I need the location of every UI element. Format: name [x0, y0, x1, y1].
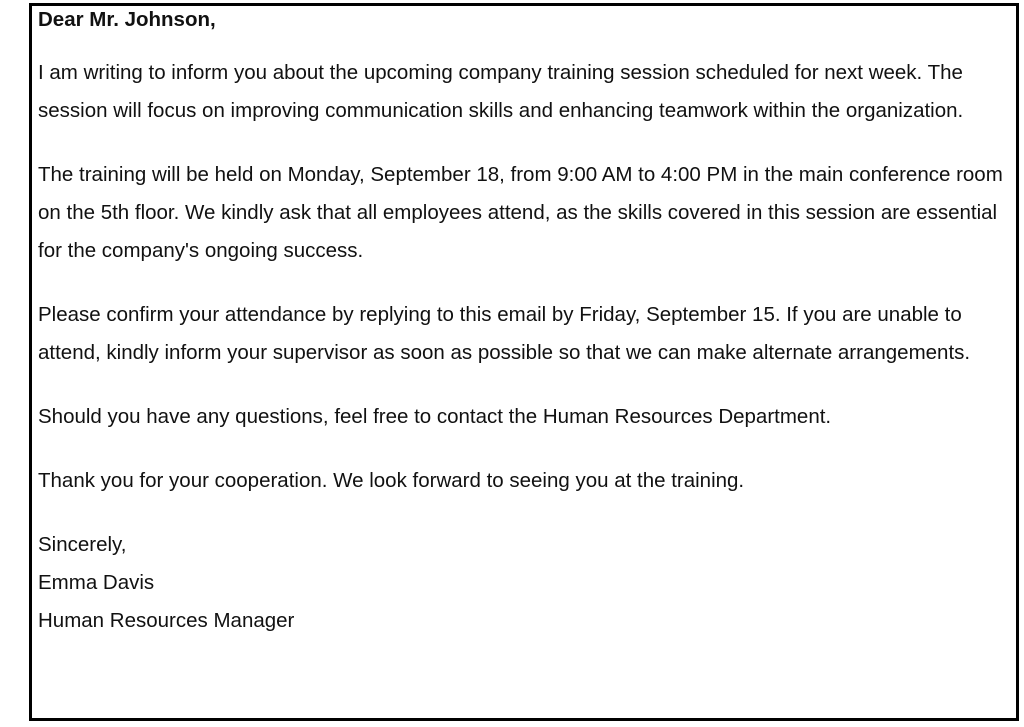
paragraph-thanks: Thank you for your cooperation. We look forward to seeing you at the training.	[38, 469, 745, 492]
signature-block	[38, 526, 1013, 640]
paragraph-confirm: Please confirm your attendance by replying to this email by Friday, September 15. If you are unable to attend, kindly inform your supervisor as soon as possible so that we can make alternate arrangements.	[38, 303, 971, 364]
signer-name: Emma Davis	[38, 571, 155, 594]
paragraph-questions: Should you have any questions, feel free to contact the Human Resources Department.	[38, 405, 832, 428]
greeting: Dear Mr. Johnson,	[38, 8, 216, 31]
paragraph-intro: I am writing to inform you about the upcoming company training session scheduled for next week. The session will focus on improving communication skills and enhancing teamwork within the organization.	[38, 61, 964, 122]
letter-frame	[29, 3, 1019, 721]
letter-body	[38, 6, 1013, 640]
closing: Sincerely,	[38, 533, 127, 556]
signer-title: Human Resources Manager	[38, 609, 295, 632]
paragraph-schedule: The training will be held on Monday, September 18, from 9:00 AM to 4:00 PM in the main conference room on the 5th floor. We kindly ask that all employees attend, as the skills covered in this session are essential for the company's ongoing success.	[38, 163, 1003, 262]
